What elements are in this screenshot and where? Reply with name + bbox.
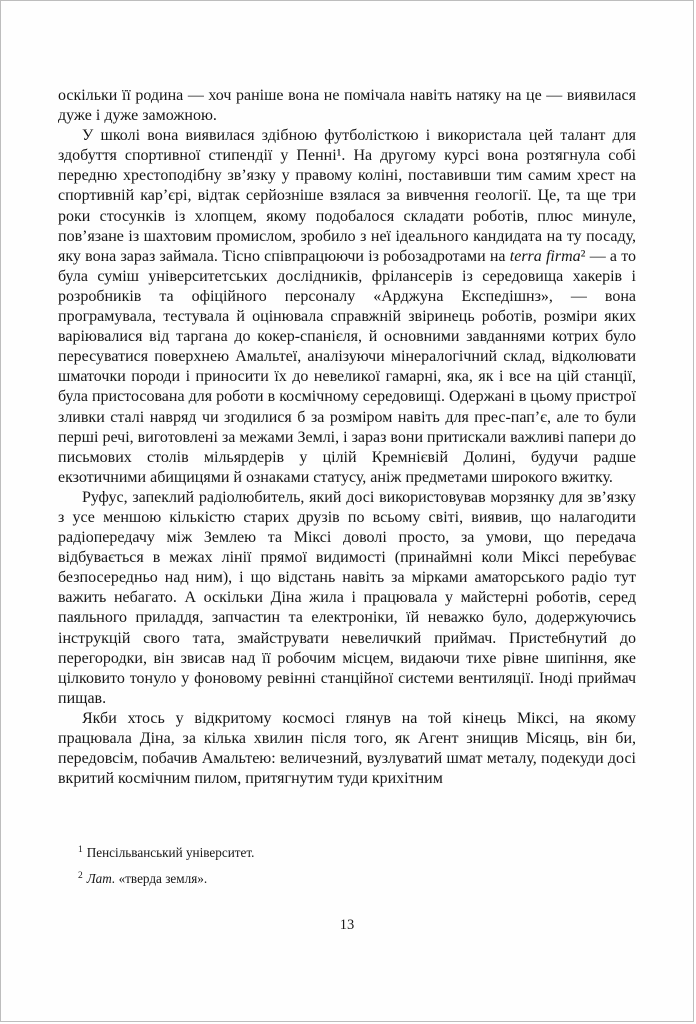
footnote-text: Пенсільванський університет. bbox=[86, 845, 255, 860]
footnote-marker: 1 bbox=[78, 844, 83, 855]
latin-phrase: terra firma bbox=[509, 247, 581, 265]
footnote-lang-label: Лат. bbox=[86, 871, 116, 886]
body-text bbox=[58, 86, 636, 789]
paragraph-continuation: оскільки її родина — хоч раніше вона не помічала навіть натяку на це — виявилася дуже і дуже заможною. bbox=[58, 87, 636, 125]
page-number: 13 bbox=[339, 917, 355, 933]
footnotes bbox=[58, 845, 636, 897]
paragraph: Руфус, запеклий радіолюбитель, який досі використовував морзянку для зв’язку з усе меншою кількістю старих друзів по всьому світі, виявив, що налагодити радіопередачу між Землею та Міксі доволі просто, за умови, що передача відбувається в межах лінії прямої видимості (принаймні коли Міксі перебуває безпосередньо над ним), і що відстань навіть за мірками аматорського радіо тут важить небагато. А оскільки Діна жила і працювала у майстерні роботів, серед паяльного приладдя, запчастин та електроніки, їй неважко було, додержуючись інструкцій свого тата, змайструвати невеличкий приймач. Пристебнутий до перегородки, він звисав над її робочим місцем, видаючи тихе рівне шипіння, яке цілковито тонуло у фоновому ревінні станційної системи вентиляції. Іноді приймач пищав. bbox=[58, 488, 636, 707]
footnote bbox=[58, 871, 636, 887]
paragraph-text: ² — а то була суміш університетських дослідників, фрілансерів із середовища хакерів і розробників та офіційного персоналу «Арджуна Експедішнз», — вона програмувала, тестувала й оцінювала справжній звіринець роботів, розміри яких варіювалися від таргана до кокер-спанієля, й основними завданнями котрих було пересуватися поверхнею Амальтеї, аналізуючи мінералогічний склад, відколювати шматочки породи і приносити їх до невеликої гамарні, яка, як і все на цій станції, була пристосована для роботи в космічному середовищі. Одержані в цьому пристрої зливки сталі навряд чи згодилися б за розміром навіть для прес-пап’є, але то були перші речі, виготовлені за межами Землі, і зараз вони притискали важливі папери до письмових столів мільярдерів у цілій Кремнієвій Долині, будучи радше екзотичними абищицями й ознаками статусу, аніж предметами широкого вжитку. bbox=[58, 247, 637, 486]
paragraph-text: У школі вона виявилася здібною футболісткою і використала цей талант для здобуття спортивної стипендії у Пенні¹. На другому курсі вона розтягнула собі передню хрестоподібну зв’язку у правому коліні, поставивши тим самим хрест на спортивній кар’єрі, відтак серйозніше взялася за вивчення геології. Це, та ще три роки стосунків із хлопцем, якому подобалося складати роботів, плюс минуле, пов’язане із шахтовим промислом, зробило з неї ідеального кандидата на ту посаду, яку вона зараз займала. Тісно співпрацюючи із робозадротами на bbox=[58, 127, 636, 265]
footnote-marker: 2 bbox=[78, 870, 83, 881]
footnote-text: «тверда земля». bbox=[118, 871, 208, 886]
footnote bbox=[58, 845, 636, 861]
paragraph bbox=[58, 126, 636, 488]
paragraph: Якби хтось у відкритому космосі глянув на той кінець Міксі, на якому працювала Діна, за кілька хвилин після того, як Агент знищив Місяць, він би, передовсім, побачив Амальтею: величезний, вузлуватий шмат металу, подекуди досі вкритий космічним пилом, притягнутим туди крихітним bbox=[58, 709, 636, 788]
